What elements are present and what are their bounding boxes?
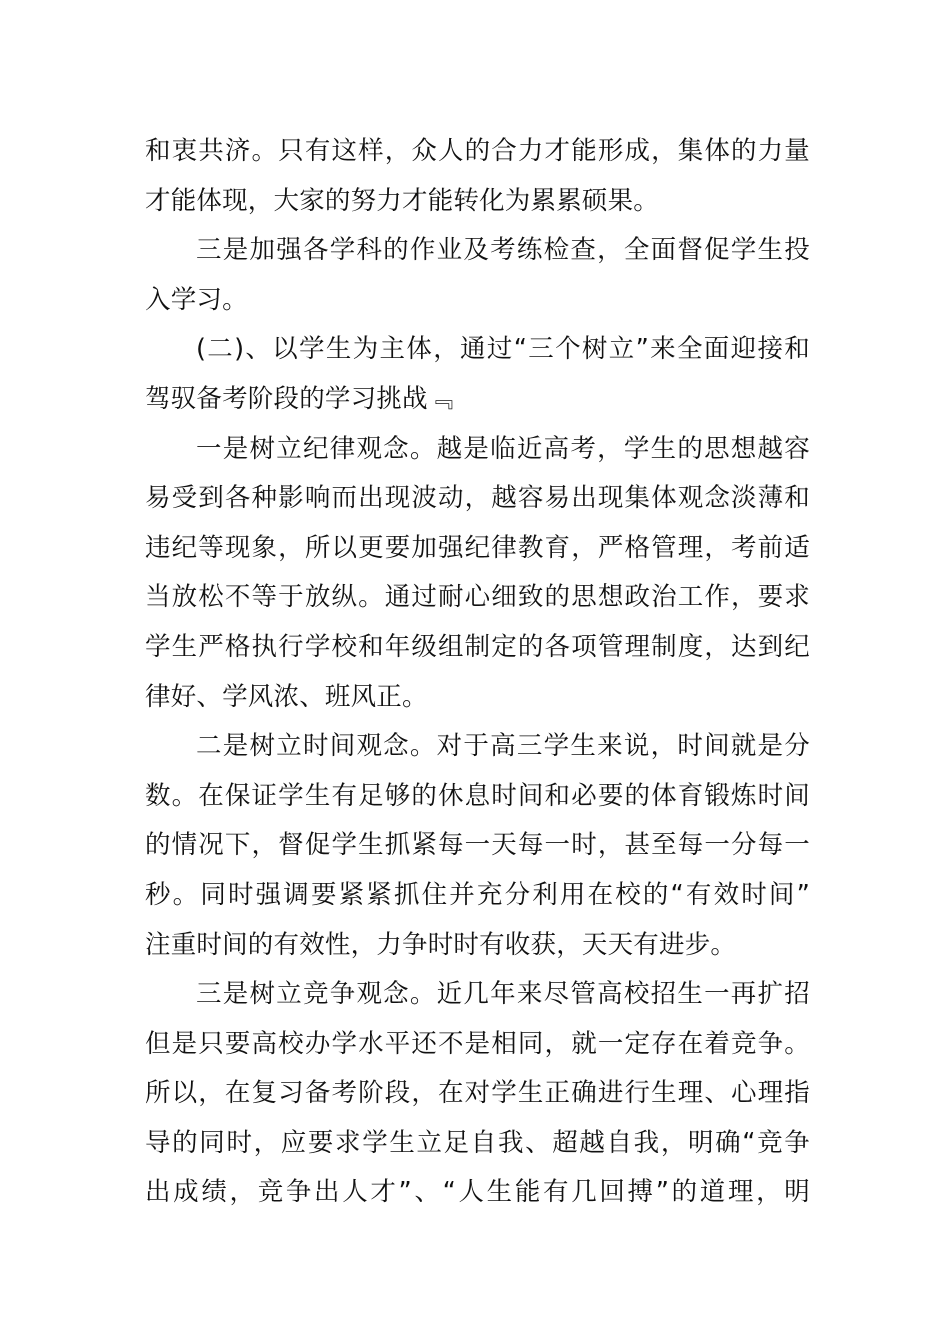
text-line: 出成绩，竞争出人才”、“人生能有几回搏”的道理，明: [145, 1177, 810, 1208]
text-line: 学生严格执行学校和年级组制定的各项管理制度，达到纪: [145, 631, 810, 662]
text-line: 和衷共济。只有这样，众人的合力才能形成，集体的力量: [145, 136, 810, 166]
body-text: [145, 127, 810, 1218]
text-line: 易受到各种影响而出现波动，越容易出现集体观念淡薄和: [145, 483, 810, 514]
text-line: 导的同时，应要求学生立足自我、超越自我，明确“竞争: [145, 1127, 810, 1158]
text-line: 数。在保证学生有足够的休息时间和必要的体育锻炼时间: [145, 780, 810, 811]
text-line: 二是树立时间观念。对于高三学生来说，时间就是分: [196, 731, 810, 762]
text-line: 才能体现，大家的努力才能转化为累累硕果。: [145, 185, 660, 216]
text-line: 的情况下，督促学生抓紧每一天每一时，甚至每一分每一: [145, 830, 810, 861]
text-line: 三是树立竞争观念。近几年来尽管高校招生一再扩招: [196, 979, 810, 1010]
text-line: 三是加强各学科的作业及考练检查，全面督促学生投: [196, 235, 810, 266]
text-line: 所以，在复习备考阶段，在对学生正确进行生理、心理指: [145, 1078, 810, 1109]
text-line: 驾驭备考阶段的学习挑战﹃: [145, 383, 454, 414]
text-line: 但是只要高校办学水平还不是相同，就一定存在着竞争。: [145, 1028, 810, 1059]
text-line: 注重时间的有效性，力争时时有收获，天天有进步。: [145, 929, 737, 960]
text-line: 秒。同时强调要紧紧抓住并充分利用在校的“有效时间”: [145, 879, 810, 910]
text-line: 一是树立纪律观念。越是临近高考，学生的思想越容: [196, 433, 810, 464]
text-line: 违纪等现象，所以更要加强纪律教育，严格管理，考前适: [145, 532, 810, 563]
text-line: 当放松不等于放纵。通过耐心细致的思想政治工作，要求: [145, 582, 810, 613]
text-line: 入学习。: [145, 284, 248, 315]
text-line: 律好、学风浓、班风正。: [145, 681, 428, 712]
text-line: (二)、以学生为主体，通过“三个树立”来全面迎接和: [196, 334, 810, 365]
